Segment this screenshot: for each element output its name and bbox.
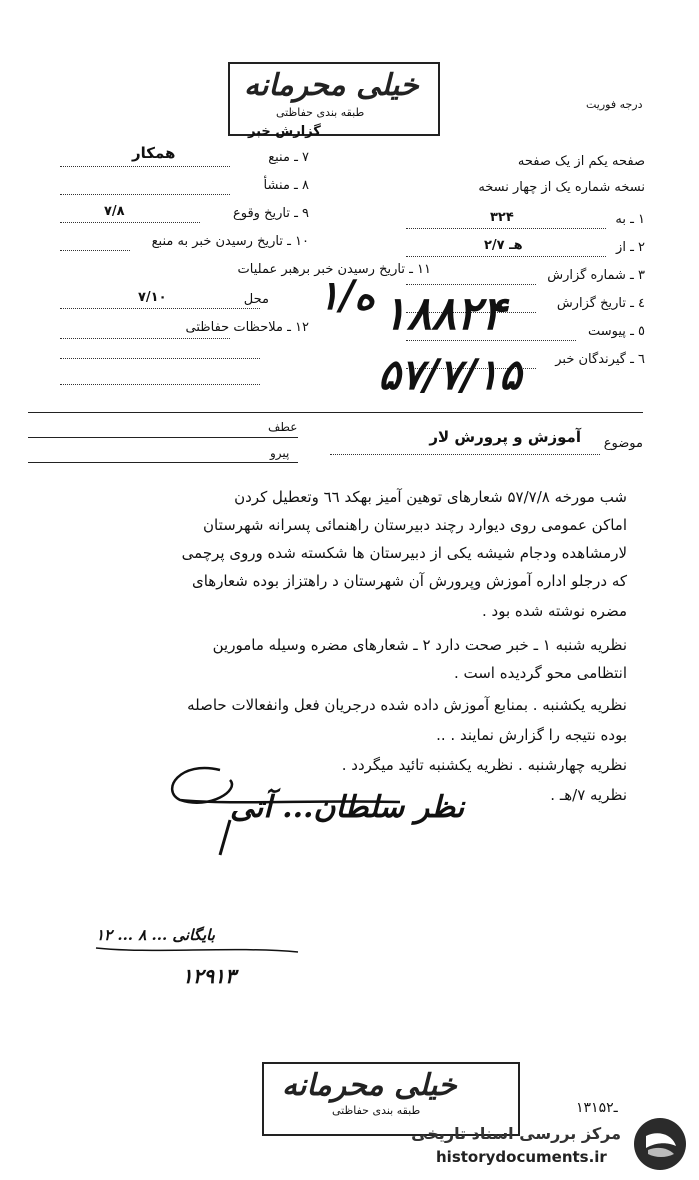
reference-divider [28,437,298,438]
body-line-8: نظریه یکشنبه . بمنابع آموزش داده شده درجریان فعل وانفعالات حاصله [187,696,627,714]
stamp-classification-label: طبقه بندی حفاظتی [276,106,365,119]
body-line-7: انتظامی محو گردیده است . [453,664,627,682]
field-to-line [406,228,606,229]
field-source-received-line [60,250,130,251]
field-operations-received-value: ۷/۱۰ [138,290,167,305]
bottom-stamp-classification-label: طبقه بندی حفاظتی [332,1104,421,1117]
signature-text: نظر سلطان... آتی [230,790,465,825]
field-occurrence-date-line [60,222,200,223]
body-line-10: نظریه چهارشنبه . نظریه یکشنبه تائید میگردد . [341,756,627,774]
field-source-label: ۷ ـ منبع [268,150,309,165]
field-occurrence-date-value: ۷/۸ [104,204,125,219]
field-to-value: ۳۲۴ [490,210,514,225]
reference-atf-label: عطف [268,420,298,434]
body-line-3: لارمشاهده ودجام شیشه یکی از دبیرستان ها شکسته شده وروی پرچمی [181,544,627,562]
field-attachment-label: ٥ ـ پیوست [588,324,645,339]
watermark-url: historydocuments.ir [436,1148,607,1166]
urgency-label: درجه فوریت [586,98,643,111]
report-type-heading: گزارش خبر [248,124,321,139]
page-count: صفحه یکم از یک صفحه [517,154,645,169]
field-report-date-label: ٤ ـ تاریخ گزارش [556,296,645,311]
field-source-value: همکار [132,144,176,162]
body-line-1: شب مورخه ۵۷/۷/۸ شعارهای توهین آمیز بهکد ٦٦ وتعطیل کردن [234,488,627,506]
archive-annotation-line-1: بایگانی ... ۸ ... ۱۲ [96,926,215,944]
bottom-stamp-handwritten-text: خیلی محرمانه [282,1068,457,1103]
field-from-label: ۲ ـ از [616,240,645,255]
field-place-label: محل [243,292,269,307]
body-line-11: نظریه ۷/هـ . [550,786,627,804]
body-line-2: اماکن عمومی روی دیوارد رچند دبیرستان راهنمائی پسرانه شهرستان [203,516,627,534]
field-recipients-label: ٦ ـ گیرندگان خبر [555,352,645,367]
handwritten-date: ۵۷/۷/۱۵ [378,350,522,399]
field-security-notes-line-2 [60,358,260,359]
field-security-notes-line-3 [60,384,260,385]
field-origin-label: ۸ ـ منشأ [263,178,309,193]
field-origin-line [60,194,230,195]
field-report-number-line [406,284,536,285]
subject-divider-top [28,412,643,413]
page-code: ۱۳۱ـ۵۲ [576,1100,618,1116]
field-operations-received-label: ۱۱ ـ تاریخ رسیدن خبر برهبر عملیات [237,262,431,277]
annotation-underline [92,944,302,964]
subject-value: آموزش و پرورش لار [429,428,581,446]
body-line-5: مضره نوشته شده بود . [482,602,627,620]
archive-annotation-line-2: ۱۲۹۱۳ [182,964,236,988]
field-report-number-label: ۳ ـ شماره گزارش [547,268,645,283]
subject-divider-bottom [28,462,298,463]
field-security-notes-label: ۱۲ ـ ملاحظات حفاظتی [185,320,309,335]
field-from-value: ۲/۷ هـ [484,238,523,253]
subject-line [330,454,600,455]
field-to-label: ۱ ـ به [615,212,645,227]
copy-number: نسخه شماره یک از چهار نسخه [478,180,645,195]
signature-scribble [150,760,430,860]
watermark-persian: مرکز بررسی اسناد تاریخی [411,1124,621,1143]
handwritten-code: ۱/ه [318,272,376,319]
stamp-handwritten-text: خیلی محرمانه [244,68,419,103]
subject-label: موضوع [603,436,643,451]
field-occurrence-date-label: ۹ ـ تاریخ وقوع [232,206,309,221]
watermark-logo-icon [632,1116,688,1172]
field-security-notes-line-1 [60,338,230,339]
reference-peyro-label: پیرو [270,446,290,460]
body-line-9: بوده نتیجه را گزارش نمایند . .. [436,726,627,744]
field-from-line [406,256,606,257]
handwritten-report-number: ۱۸۸۲۴ [382,286,506,340]
body-line-4: که درجلو اداره آموزش وپرورش آن شهرستان د راهتزاز بوده شعارهای [191,572,627,590]
field-source-received-label: ۱۰ ـ تاریخ رسیدن خبر به منبع [151,234,309,249]
field-attachment-line [406,340,576,341]
field-place-line [60,308,260,309]
body-line-6: نظریه شنبه ۱ ـ خبر صحت دارد ۲ ـ شعارهای مضره وسیله مامورین [212,636,627,654]
field-source-line [60,166,230,167]
